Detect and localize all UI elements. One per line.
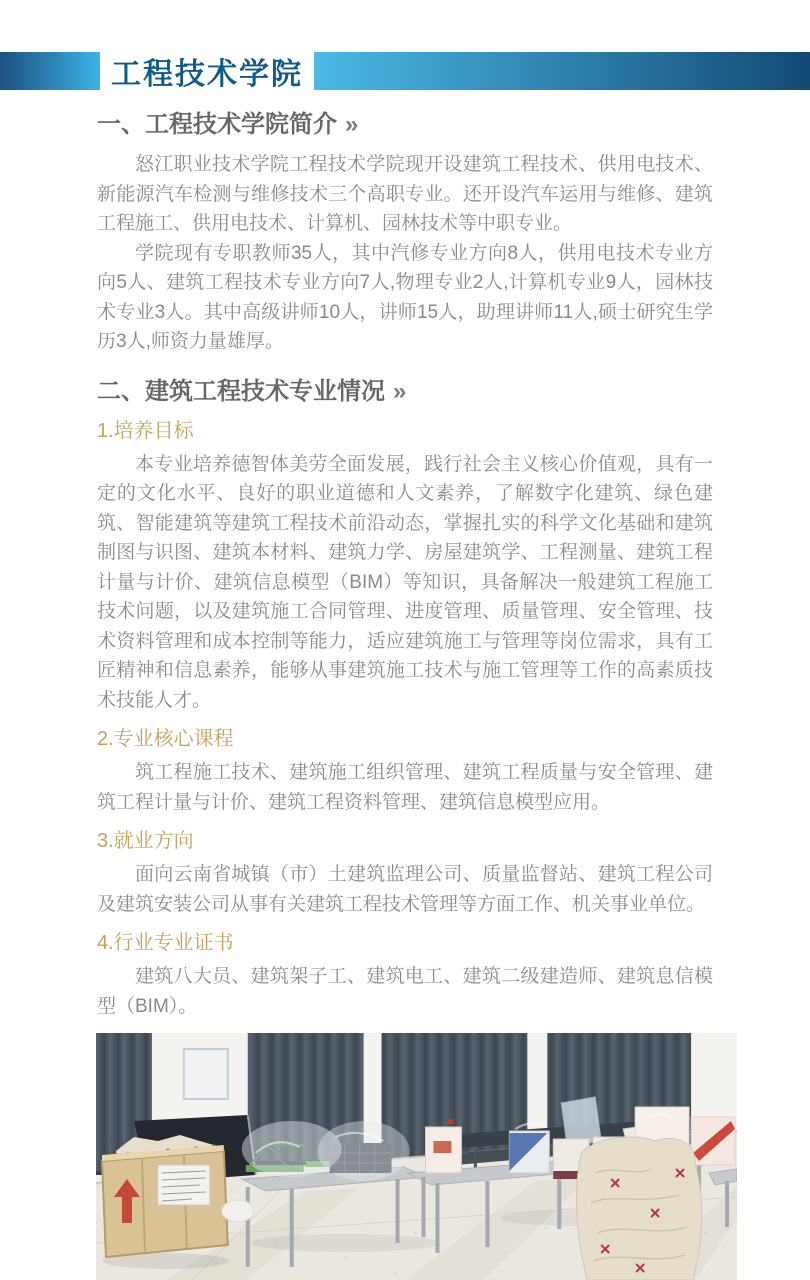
page-title: 工程技术学院 (111, 58, 303, 91)
paragraph: 面向云南省城镇（市）土建筑监理公司、质量监督站、建筑工程公司及建筑安装公司从事有关建筑工程技术管理等方面工作、机关事业单位。 (97, 864, 713, 915)
page-banner (0, 52, 810, 90)
subsection-label-certificates: 4.行业专业证书 (97, 932, 234, 954)
banner-right-gradient-bar (314, 52, 810, 90)
subsection-label-employment: 3.就业方向 (97, 830, 194, 852)
section-heading-text: 一、工程技术学院简介 (97, 111, 337, 138)
subsection-label-training-goal: 1.培养目标 (97, 419, 194, 442)
section-heading-intro (97, 110, 713, 140)
document-body (97, 110, 713, 1280)
subsection-label-core-courses: 2.专业核心课程 (97, 728, 234, 750)
chevrons-right-icon: » (393, 377, 407, 405)
classroom-photo (96, 1033, 737, 1280)
paragraph: 建筑八大员、建筑架子工、建筑电工、建筑二级建造师、建筑息信模型（BIM）。 (97, 966, 713, 1017)
chevrons-right-icon: » (345, 111, 359, 138)
paragraph: 本专业培养德智体美劳全面发展，践行社会主义核心价值观，具有一定的文化水平、良好的职业道德和人文素养，了解数字化建筑、绿色建筑、智能建筑等建筑工程技术前沿动态，掌握扎实的科学文化基础和建筑制图与识图、建筑本材料、建筑力学、房屋建筑学、工程测量、建筑工程计量与计价、建筑信息模型（BIM）等知识，具备解决一般建筑工程施工技术问题，以及建筑施工合同管理、进度管理、质量管理、安全管理、技术资料管理和成本控制等能力，适应建筑施工与管理等岗位需求，具有工匠精神和信息素养，能够从事建筑施工技术与施工管理等工作的高素质技术技能人才。 (97, 453, 713, 711)
paragraph: 怒江职业技术学院工程技术学院现开设建筑工程技术、供用电技术、新能源汽车检测与维修技术三个高职专业。还开设汽车运用与维修、建筑工程施工、供用电技术、计算机、园林技术等中职专业。 (97, 154, 713, 234)
paragraph: 筑工程施工技术、建筑施工组织管理、建筑工程质量与安全管理、建筑工程计量与计价、建筑工程资料管理、建筑信息模型应用。 (97, 762, 713, 813)
section-heading-text: 二、建筑工程技术专业情况 (97, 377, 385, 405)
section-heading-major (97, 377, 713, 407)
banner-left-gradient-bar (0, 52, 100, 90)
paragraph: 学院现有专职教师35人，其中汽修专业方向8人，供用电技术专业方向5人、建筑工程技术专业方向7人,物理专业2人,计算机专业9人，园林技术专业3人。其中高级讲师10人，讲师15人，助理讲师11人,硕士研究生学历3人,师资力量雄厚。 (97, 242, 713, 352)
